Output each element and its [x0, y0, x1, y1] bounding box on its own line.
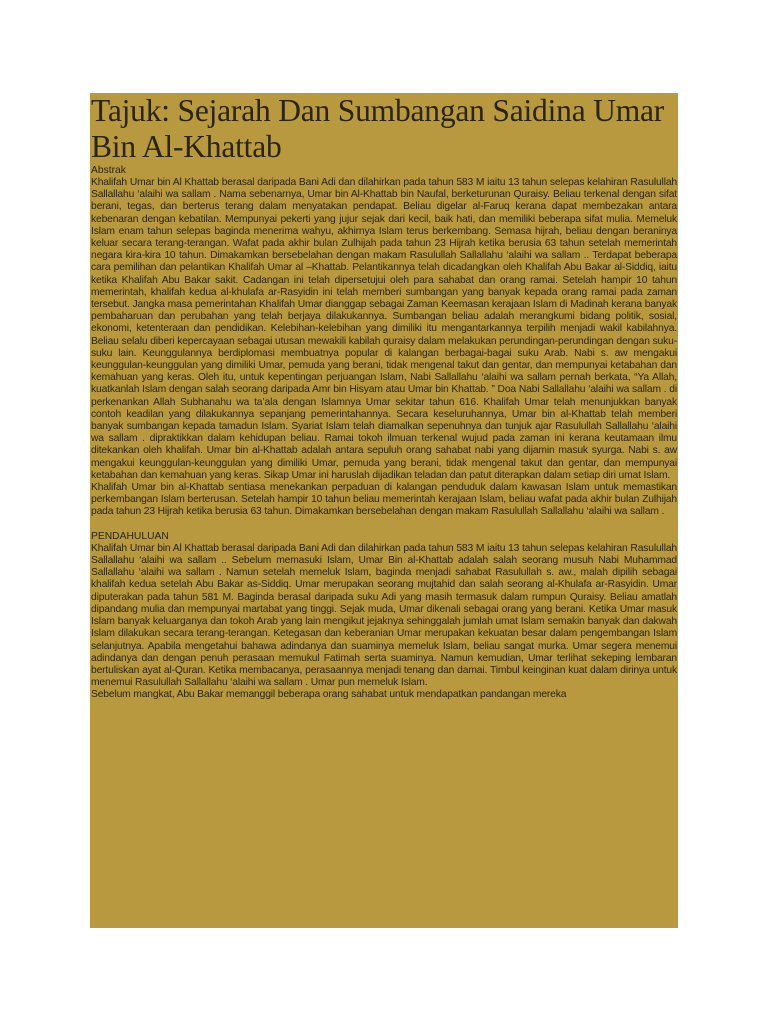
- abstract-heading: Abstrak: [91, 165, 126, 176]
- section-gap: [90, 519, 678, 531]
- introduction-paragraph-2: Sebelum mangkat, Abu Bakar memanggil beberapa orang sahabat untuk mendapatkan pandangan mereka: [91, 689, 567, 701]
- introduction-heading: PENDAHULUAN: [91, 530, 169, 542]
- abstract-paragraph-1: Khalifah Umar bin Al Khattab berasal daripada Bani Adi dan dilahirkan pada tahun 583 M iaitu 13 tahun selepas kelahiran Rasulullah Sallallahu ‘alaihi wa sallam . Nama sebenarnya, Umar bin Al-Khattab bin Naufal, berketurunan Quraisy. Beliau terkenal dengan sifat berani, tegas, dan berterus terang dalam menyatakan pendapat. Beliau digelar al-Faruq kerana dapat membezakan antara kebenaran dengan kebatilan. Mempunyai pekerti yang jujur sejak dari kecil, baik hati, dan memiliki beberapa sifat mulia. Memeluk Islam enam tahun selepas baginda menerima wahyu, akhirnya Islam terus berkembang. Semasa hijrah, beliau dengan beraninya keluar secara terang-terangan. Wafat pada akhir bulan Zulhijah pada tahun 23 Hijrah ketika berusia 63 tahun setelah memerintah negara kira-kira 10 tahun. Dimakamkan bersebelahan dengan makam Rasulullah Sallallahu ‘alaihi wa sallam .. Terdapat beberapa cara pemilihan dan pelantikan Khalifah Umar al –Khattab. Pelantikannya telah dicadangkan oleh Khalifah Abu Bakar al-Siddiq, iaitu ketika Khalifah Abu Bakar sakit. Cadangan ini telah dipersetujui oleh para sahabat dan orang ramai. Setelah hampir 10 tahun memerintah, khalifah kedua al-khulafa ar-Rasyidin ini telah memberi sumbangan yang banyak kepada orang ramai pada zaman tersebut. Jangka masa pemerintahan Khalifah Umar dianggap sebagai Zaman Keemasan kerajaan Islam di Madinah kerana banyak pembaharuan dan perubahan yang telah berjaya dilakukannya. Sumbangan beliau adalah merangkumi bidang politik, sosial, ekonomi, ketenteraan dan pendidikan. Kelebihan-kelebihan yang dimiliki itu mengantarkannya terpilih menjadi wakil kabilahnya. Beliau selalu diberi kepercayaan sebagai utusan mewakili kabilah quraisy dalam melakukan perundingan-perundingan dengan suku-suku lain. Keunggulannya berdiplomasi membuatnya popular di kalangan berbagai-bagai suku Arab. Nabi s. aw mengakui keunggulan-keunggulan yang dimiliki Umar, pemuda yang berani, tidak mengenal takut dan gentar, dan mempunyai ketabahan dan kemahuan yang keras. Oleh itu, untuk kepentingan perjuangan Islam, Nabi Sallallahu ‘alaihi wa sallam pernah berkata, “Ya Allah, kuatkanlah Islam dengan salah seorang daripada Amr bin Hisyam atau Umar bin Khattab. ” Doa Nabi Sallallahu ‘alaihi wa sallam . di perkenankan Allah Subhanahu wa ta’ala dengan Islamnya Umar sekitar tahun 616. Khalifah Umar telah menunjukkan banyak contoh keadilan yang dilakukannya sepanjang pemerintahannya. Secara keseluruhannya, Umar bin al-Khattab telah memberi banyak sumbangan kepada tamadun Islam. Syariat Islam telah diamalkan sepenuhnya dan tunjuk ajar Rasulullah Sallallahu ‘alaihi wa sallam . dipraktikkan dalam kehidupan beliau. Ramai tokoh ilmuan terkenal wujud pada zaman ini kerana keutamaan ilmu ditekankan oleh khalifah. Umar bin al-Khattab adalah antara sepuluh orang sahabat nabi yang dijamin masuk syurga. Nabi s. aw mengakui keunggulan-keunggulan yang dimiliki Umar, pemuda yang berani, tidak mengenal takut dan gentar, dan mempunyai ketabahan dan kemahuan yang keras. Sikap Umar ini haruslah dijadikan teladan dan patut diterapkan dalam setiap diri umat Islam.: [91, 177, 677, 481]
- introduction-paragraph-1: Khalifah Umar bin Al Khattab berasal daripada Bani Adi dan dilahirkan pada tahun 583 M iaitu 13 tahun selepas kelahiran Rasulullah Sallallahu ‘alaihi wa sallam .. Sebelum memasuki Islam, Umar Bin al-Khattab adalah salah seorang musuh Nabi Muhammad Sallallahu ‘alaihi wa sallam . Namun setelah memeluk Islam, baginda menjadi sahabat Rasulullah s. aw., malah dipilih sebagai khalifah kedua setelah Abu Bakar as-Siddiq. Umar merupakan seorang mujtahid dan salah seorang al-Khulafa ar-Rasyidin. Umar diputerakan pada tahun 581 M. Baginda berasal daripada suku Adi yang masih termasuk dalam rumpun Quraisy. Beliau amatlah dipandang mulia dan mempunyai martabat yang tinggi. Sejak muda, Umar dikenali sebagai orang yang berani. Ketika Umar masuk Islam banyak keluarganya dan tokoh Arab yang lain mengikut jejaknya sehinggalah jumlah umat Islam semakin banyak dan dakwah Islam dilakukan secara terang-terangan. Ketegasan dan keberanian Umar merupakan kekuatan besar dalam pengembangan Islam selanjutnya. Apabila mengetahui bahawa adindanya dan suaminya memeluk Islam, beliau sangat murka. Umar segera menemui adindanya dan dengan penuh perasaan memukul Fatimah serta suaminya. Namun kemudian, Umar terlihat sekeping lembaran bertuliskan ayat al-Quran. Ketika membacanya, perasaannya menjadi tenang dan damai. Timbul keinginan kuat dalam dirinya untuk menemui Rasulullah Sallallahu ‘alaihi wa sallam . Umar pun memeluk Islam.: [91, 542, 677, 689]
- abstract-paragraph-2: Khalifah Umar bin al-Khattab sentiasa menekankan perpaduan di kalangan penduduk dalam kawasan Islam untuk memastikan perkembangan Islam berterusan. Setelah hampir 10 tahun beliau memerintah kerajaan Islam, beliau wafat pada akhir bulan Zulhijah pada tahun 23 Hijrah ketika berusia 63 tahun. Dimakamkan bersebelahan dengan makam Rasulullah Sallallahu ‘alaihi wa sallam .: [91, 482, 677, 518]
- document-title: Tajuk: Sejarah Dan Sumbangan Saidina Umar Bin Al-Khattab: [91, 93, 665, 164]
- document-panel: [90, 93, 678, 928]
